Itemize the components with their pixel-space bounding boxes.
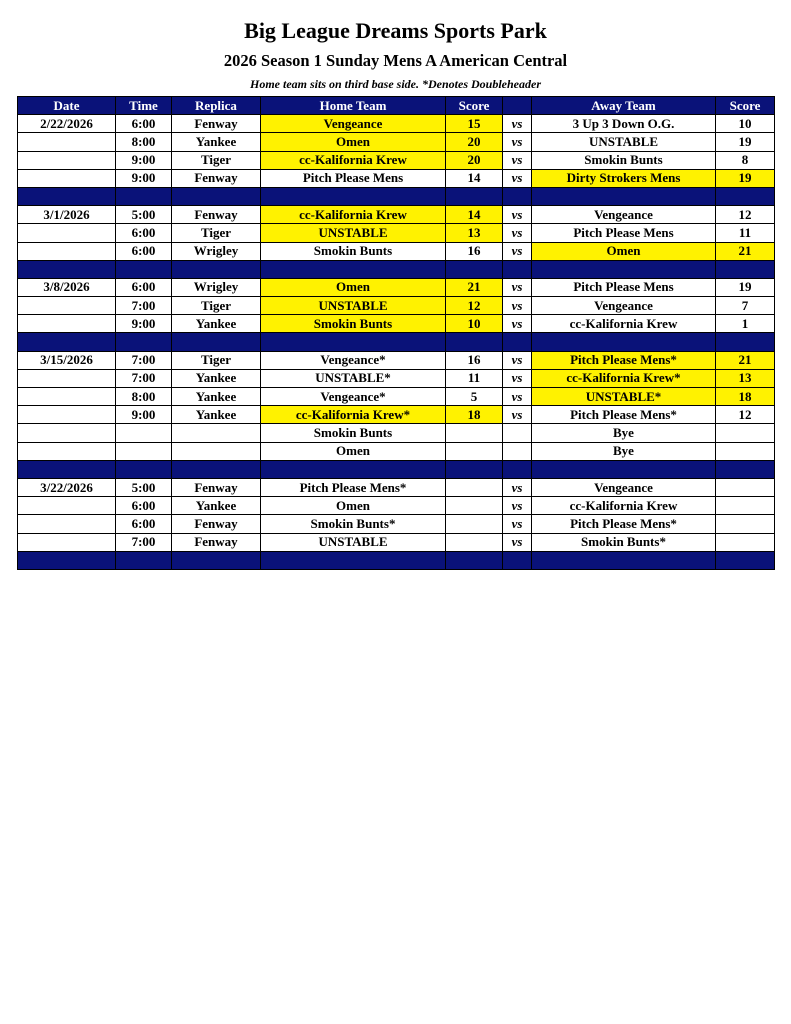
- cell-vs: vs: [503, 133, 532, 151]
- cell-time: 6:00: [116, 115, 172, 133]
- cell-away-team: cc-Kalifornia Krew: [532, 497, 716, 515]
- cell-away-score: 19: [716, 169, 775, 187]
- table-row: [18, 133, 775, 151]
- separator-cell: [503, 260, 532, 278]
- cell-vs: vs: [503, 297, 532, 315]
- separator-cell: [532, 460, 716, 478]
- cell-away-score: [716, 497, 775, 515]
- cell-vs: vs: [503, 151, 532, 169]
- table-row: [18, 115, 775, 133]
- cell-away-team: Pitch Please Mens*: [532, 351, 716, 369]
- separator-cell: [446, 187, 503, 205]
- cell-home-team: cc-Kalifornia Krew*: [261, 406, 446, 424]
- cell-home-team: Pitch Please Mens*: [261, 478, 446, 496]
- separator-cell: [261, 551, 446, 569]
- cell-home-team: Omen: [261, 133, 446, 151]
- col-header-away-score: Score: [716, 97, 775, 115]
- separator-cell: [446, 551, 503, 569]
- cell-away-team: Smokin Bunts*: [532, 533, 716, 551]
- separator-cell: [261, 333, 446, 351]
- cell-away-score: 12: [716, 206, 775, 224]
- separator-cell: [172, 260, 261, 278]
- cell-home-score: 16: [446, 351, 503, 369]
- cell-away-team: Pitch Please Mens: [532, 224, 716, 242]
- cell-home-score: 18: [446, 406, 503, 424]
- table-row: [18, 515, 775, 533]
- separator-cell: [503, 551, 532, 569]
- schedule-table: [17, 96, 775, 570]
- cell-home-team: UNSTABLE: [261, 297, 446, 315]
- week-separator-row: [18, 333, 775, 351]
- separator-cell: [116, 187, 172, 205]
- table-row: [18, 442, 775, 460]
- cell-time: 6:00: [116, 497, 172, 515]
- cell-time: 5:00: [116, 478, 172, 496]
- cell-replica: Wrigley: [172, 242, 261, 260]
- cell-away-score: 18: [716, 388, 775, 406]
- cell-away-score: [716, 424, 775, 442]
- cell-vs: vs: [503, 224, 532, 242]
- cell-time: 5:00: [116, 206, 172, 224]
- cell-away-score: [716, 515, 775, 533]
- cell-replica: Tiger: [172, 224, 261, 242]
- cell-away-score: 21: [716, 351, 775, 369]
- cell-away-score: 10: [716, 115, 775, 133]
- cell-date: [18, 242, 116, 260]
- cell-away-score: 8: [716, 151, 775, 169]
- cell-home-score: 16: [446, 242, 503, 260]
- cell-time: 6:00: [116, 224, 172, 242]
- separator-cell: [716, 260, 775, 278]
- cell-away-score: 1: [716, 315, 775, 333]
- col-header-home-team: Home Team: [261, 97, 446, 115]
- table-row: [18, 406, 775, 424]
- separator-cell: [172, 460, 261, 478]
- cell-home-score: 14: [446, 206, 503, 224]
- cell-replica: Tiger: [172, 351, 261, 369]
- cell-date: 2/22/2026: [18, 115, 116, 133]
- cell-vs: vs: [503, 242, 532, 260]
- separator-cell: [116, 333, 172, 351]
- cell-date: [18, 151, 116, 169]
- cell-replica: Fenway: [172, 478, 261, 496]
- cell-home-team: UNSTABLE*: [261, 369, 446, 387]
- cell-home-score: [446, 533, 503, 551]
- cell-home-score: 12: [446, 297, 503, 315]
- separator-cell: [716, 333, 775, 351]
- cell-away-team: cc-Kalifornia Krew: [532, 315, 716, 333]
- cell-date: [18, 369, 116, 387]
- cell-away-score: [716, 533, 775, 551]
- cell-home-team: Smokin Bunts: [261, 424, 446, 442]
- cell-date: [18, 169, 116, 187]
- cell-home-score: 15: [446, 115, 503, 133]
- cell-home-score: 5: [446, 388, 503, 406]
- cell-home-score: [446, 497, 503, 515]
- separator-cell: [116, 460, 172, 478]
- cell-time: 7:00: [116, 297, 172, 315]
- separator-cell: [446, 260, 503, 278]
- cell-vs: vs: [503, 406, 532, 424]
- cell-replica: Fenway: [172, 533, 261, 551]
- cell-time: 7:00: [116, 533, 172, 551]
- separator-cell: [532, 187, 716, 205]
- table-row: [18, 278, 775, 296]
- separator-cell: [716, 187, 775, 205]
- cell-away-team: Smokin Bunts: [532, 151, 716, 169]
- cell-vs: vs: [503, 515, 532, 533]
- table-row: [18, 242, 775, 260]
- cell-date: [18, 515, 116, 533]
- cell-away-score: 7: [716, 297, 775, 315]
- cell-home-team: cc-Kalifornia Krew: [261, 206, 446, 224]
- schedule-note: Home team sits on third base side. *Denotes Doubleheader: [250, 77, 541, 91]
- cell-replica: Fenway: [172, 206, 261, 224]
- table-row: [18, 351, 775, 369]
- table-row: [18, 206, 775, 224]
- cell-vs: vs: [503, 351, 532, 369]
- cell-home-score: [446, 442, 503, 460]
- separator-cell: [18, 460, 116, 478]
- cell-date: 3/15/2026: [18, 351, 116, 369]
- table-header-row: [18, 97, 775, 115]
- cell-time: 6:00: [116, 278, 172, 296]
- cell-date: [18, 315, 116, 333]
- cell-away-team: UNSTABLE*: [532, 388, 716, 406]
- cell-replica: Fenway: [172, 515, 261, 533]
- table-row: [18, 369, 775, 387]
- cell-home-score: 10: [446, 315, 503, 333]
- cell-home-team: Vengeance: [261, 115, 446, 133]
- table-row: [18, 424, 775, 442]
- col-header-date: Date: [18, 97, 116, 115]
- cell-vs: vs: [503, 533, 532, 551]
- cell-vs: vs: [503, 278, 532, 296]
- cell-away-score: 12: [716, 406, 775, 424]
- separator-cell: [18, 333, 116, 351]
- table-row: [18, 533, 775, 551]
- cell-vs: vs: [503, 169, 532, 187]
- table-row: [18, 151, 775, 169]
- cell-replica: Yankee: [172, 406, 261, 424]
- cell-home-score: [446, 515, 503, 533]
- separator-cell: [18, 551, 116, 569]
- cell-away-score: 19: [716, 133, 775, 151]
- cell-home-team: Vengeance*: [261, 351, 446, 369]
- table-row: [18, 478, 775, 496]
- separator-cell: [172, 551, 261, 569]
- separator-cell: [532, 260, 716, 278]
- col-header-vs: [503, 97, 532, 115]
- cell-replica: Yankee: [172, 133, 261, 151]
- cell-vs: vs: [503, 369, 532, 387]
- table-row: [18, 224, 775, 242]
- cell-date: [18, 133, 116, 151]
- cell-home-team: Smokin Bunts: [261, 242, 446, 260]
- separator-cell: [532, 551, 716, 569]
- cell-home-score: [446, 424, 503, 442]
- cell-date: 3/1/2026: [18, 206, 116, 224]
- table-row: [18, 315, 775, 333]
- cell-away-score: 11: [716, 224, 775, 242]
- cell-time: [116, 424, 172, 442]
- separator-cell: [172, 187, 261, 205]
- separator-cell: [116, 551, 172, 569]
- cell-away-team: cc-Kalifornia Krew*: [532, 369, 716, 387]
- cell-vs: [503, 424, 532, 442]
- cell-replica: Yankee: [172, 315, 261, 333]
- cell-time: 6:00: [116, 515, 172, 533]
- cell-home-team: Vengeance*: [261, 388, 446, 406]
- table-row: [18, 169, 775, 187]
- cell-home-team: UNSTABLE: [261, 533, 446, 551]
- cell-time: 9:00: [116, 169, 172, 187]
- cell-vs: [503, 442, 532, 460]
- cell-vs: vs: [503, 206, 532, 224]
- separator-cell: [261, 460, 446, 478]
- separator-cell: [532, 333, 716, 351]
- cell-away-score: [716, 478, 775, 496]
- cell-home-score: [446, 478, 503, 496]
- cell-replica: [172, 424, 261, 442]
- col-header-away-team: Away Team: [532, 97, 716, 115]
- cell-away-team: Vengeance: [532, 297, 716, 315]
- cell-replica: Fenway: [172, 169, 261, 187]
- cell-time: 8:00: [116, 388, 172, 406]
- separator-cell: [446, 460, 503, 478]
- cell-away-team: UNSTABLE: [532, 133, 716, 151]
- cell-away-team: Pitch Please Mens*: [532, 515, 716, 533]
- separator-cell: [172, 333, 261, 351]
- cell-away-team: Vengeance: [532, 478, 716, 496]
- cell-date: [18, 406, 116, 424]
- cell-date: [18, 224, 116, 242]
- cell-date: [18, 442, 116, 460]
- cell-away-score: 19: [716, 278, 775, 296]
- week-separator-row: [18, 551, 775, 569]
- cell-date: [18, 388, 116, 406]
- separator-cell: [503, 187, 532, 205]
- cell-away-score: [716, 442, 775, 460]
- page-subtitle: 2026 Season 1 Sunday Mens A American Central: [223, 51, 568, 70]
- cell-away-team: Bye: [532, 442, 716, 460]
- cell-date: [18, 533, 116, 551]
- cell-home-score: 20: [446, 151, 503, 169]
- cell-away-team: 3 Up 3 Down O.G.: [532, 115, 716, 133]
- cell-time: 9:00: [116, 406, 172, 424]
- separator-cell: [446, 333, 503, 351]
- cell-away-team: Dirty Strokers Mens: [532, 169, 716, 187]
- cell-time: 7:00: [116, 351, 172, 369]
- cell-date: [18, 497, 116, 515]
- separator-cell: [18, 187, 116, 205]
- separator-cell: [716, 551, 775, 569]
- col-header-time: Time: [116, 97, 172, 115]
- cell-home-team: UNSTABLE: [261, 224, 446, 242]
- cell-replica: [172, 442, 261, 460]
- col-header-home-score: Score: [446, 97, 503, 115]
- cell-replica: Yankee: [172, 388, 261, 406]
- cell-away-team: Bye: [532, 424, 716, 442]
- cell-home-team: Omen: [261, 278, 446, 296]
- schedule-body: [18, 115, 775, 570]
- cell-date: [18, 297, 116, 315]
- cell-date: [18, 424, 116, 442]
- cell-replica: Tiger: [172, 297, 261, 315]
- cell-home-team: cc-Kalifornia Krew: [261, 151, 446, 169]
- separator-cell: [116, 260, 172, 278]
- cell-time: 7:00: [116, 369, 172, 387]
- table-row: [18, 388, 775, 406]
- separator-cell: [503, 333, 532, 351]
- cell-home-team: Omen: [261, 497, 446, 515]
- cell-date: 3/22/2026: [18, 478, 116, 496]
- table-row: [18, 297, 775, 315]
- cell-away-score: 13: [716, 369, 775, 387]
- week-separator-row: [18, 187, 775, 205]
- cell-vs: vs: [503, 497, 532, 515]
- cell-time: 8:00: [116, 133, 172, 151]
- cell-away-team: Pitch Please Mens*: [532, 406, 716, 424]
- separator-cell: [261, 187, 446, 205]
- cell-home-score: 13: [446, 224, 503, 242]
- cell-replica: Fenway: [172, 115, 261, 133]
- cell-home-score: 14: [446, 169, 503, 187]
- cell-time: 9:00: [116, 315, 172, 333]
- cell-replica: Tiger: [172, 151, 261, 169]
- page-title: Big League Dreams Sports Park: [244, 18, 547, 43]
- cell-time: 6:00: [116, 242, 172, 260]
- cell-home-team: Pitch Please Mens: [261, 169, 446, 187]
- cell-vs: vs: [503, 315, 532, 333]
- cell-home-score: 11: [446, 369, 503, 387]
- cell-vs: vs: [503, 115, 532, 133]
- cell-home-team: Omen: [261, 442, 446, 460]
- week-separator-row: [18, 460, 775, 478]
- cell-time: [116, 442, 172, 460]
- table-row: [18, 497, 775, 515]
- separator-cell: [716, 460, 775, 478]
- separator-cell: [18, 260, 116, 278]
- cell-replica: Yankee: [172, 369, 261, 387]
- cell-home-score: 21: [446, 278, 503, 296]
- cell-away-team: Omen: [532, 242, 716, 260]
- cell-replica: Yankee: [172, 497, 261, 515]
- separator-cell: [503, 460, 532, 478]
- week-separator-row: [18, 260, 775, 278]
- cell-date: 3/8/2026: [18, 278, 116, 296]
- cell-vs: vs: [503, 388, 532, 406]
- cell-home-team: Smokin Bunts*: [261, 515, 446, 533]
- col-header-replica: Replica: [172, 97, 261, 115]
- separator-cell: [261, 260, 446, 278]
- cell-home-score: 20: [446, 133, 503, 151]
- cell-replica: Wrigley: [172, 278, 261, 296]
- cell-away-team: Pitch Please Mens: [532, 278, 716, 296]
- cell-away-score: 21: [716, 242, 775, 260]
- cell-home-team: Smokin Bunts: [261, 315, 446, 333]
- cell-time: 9:00: [116, 151, 172, 169]
- cell-away-team: Vengeance: [532, 206, 716, 224]
- cell-vs: vs: [503, 478, 532, 496]
